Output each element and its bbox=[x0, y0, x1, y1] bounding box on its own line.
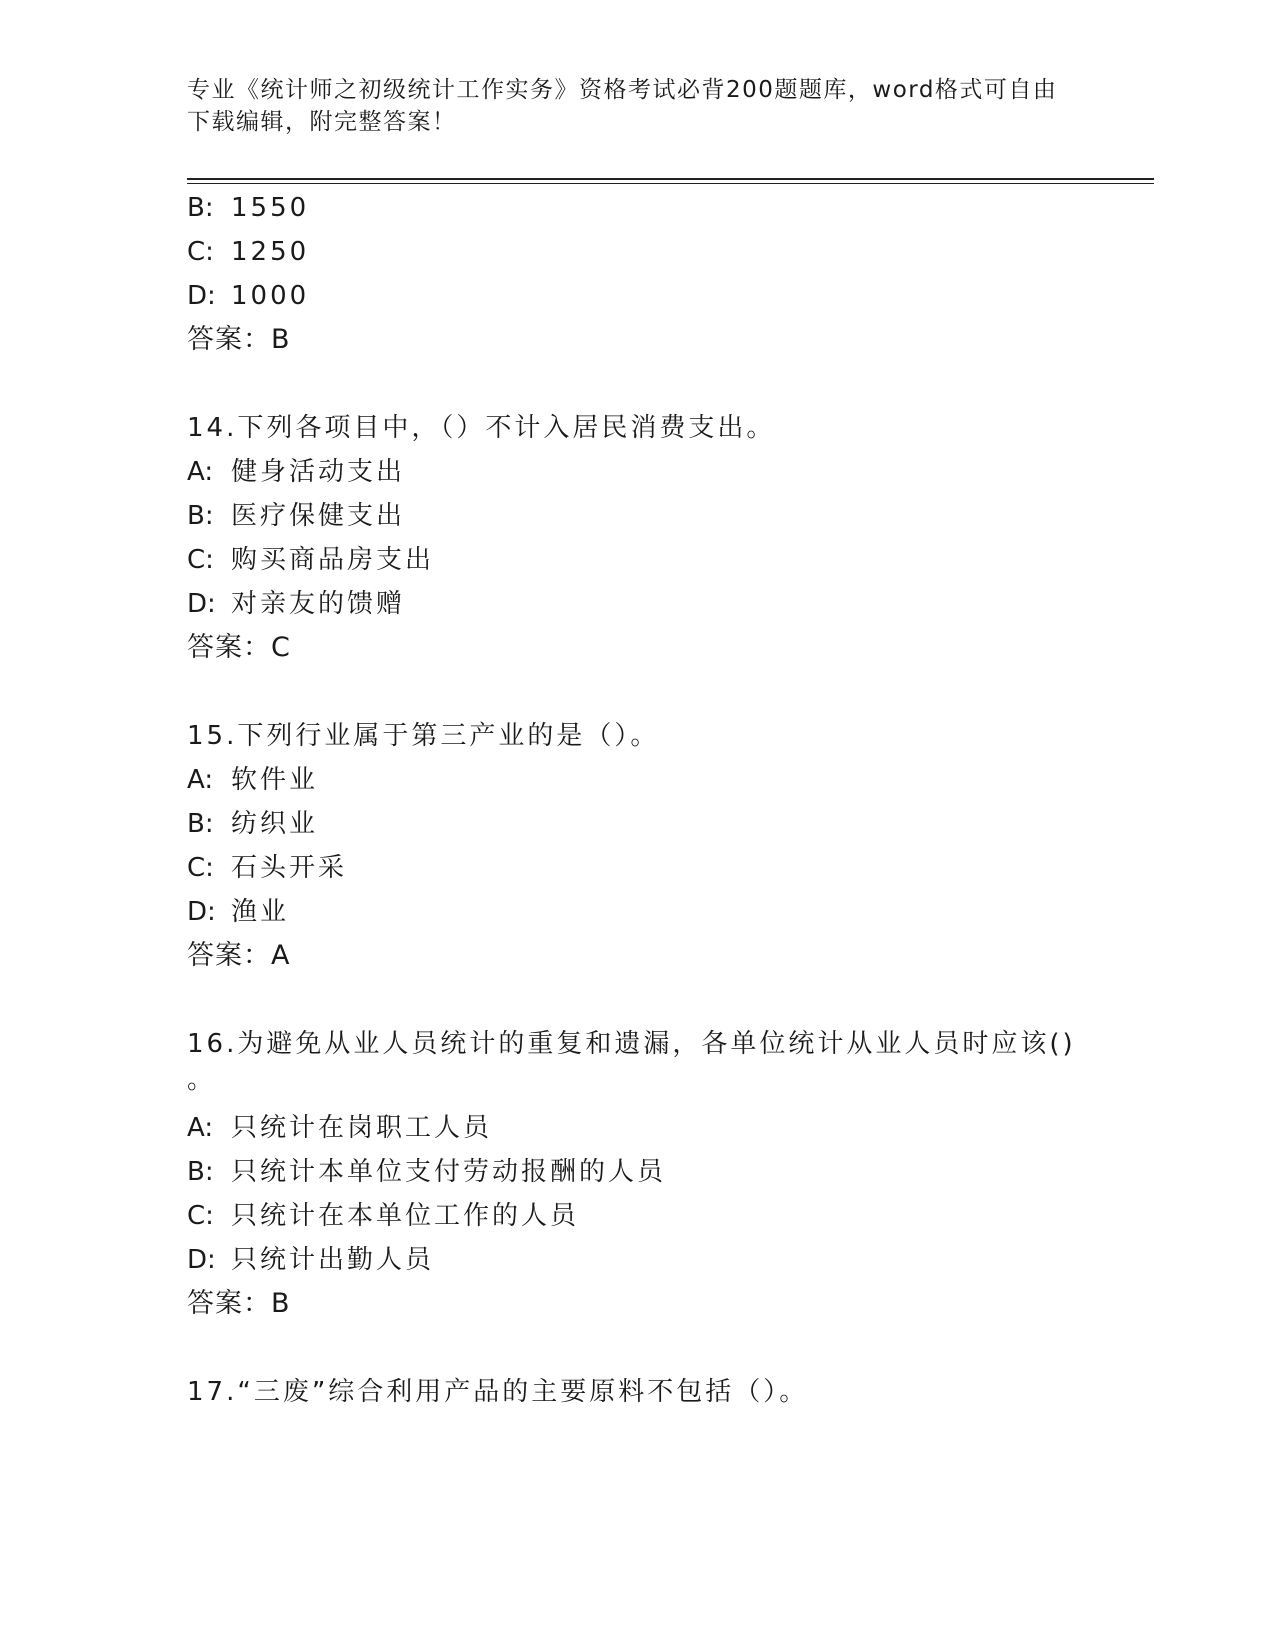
q16-question-cont: 。 bbox=[187, 1065, 217, 1095]
option-text: 石头开采 bbox=[231, 853, 348, 883]
q15-option-a bbox=[187, 760, 318, 800]
option-text: 1250 bbox=[231, 237, 310, 267]
q13-option-d bbox=[187, 276, 309, 316]
option-label: D: bbox=[187, 281, 216, 311]
option-text: 1550 bbox=[231, 193, 310, 223]
header-line-2: 下载编辑，附完整答案！ bbox=[187, 109, 457, 135]
option-label: C: bbox=[187, 545, 214, 575]
header-rule-thin bbox=[187, 183, 1154, 184]
q14-option-d bbox=[187, 584, 405, 624]
option-label: C: bbox=[187, 853, 214, 883]
option-label: A: bbox=[187, 765, 214, 795]
q17-question: 17.“三废”综合利用产品的主要原料不包括（）。 bbox=[187, 1377, 809, 1407]
header-line-1: 专业《统计师之初级统计工作实务》资格考试必背200题题库，word格式可自由 bbox=[187, 77, 1058, 103]
q14-option-c bbox=[187, 540, 434, 580]
q16-option-b bbox=[187, 1152, 666, 1192]
q15-option-d bbox=[187, 892, 289, 932]
q14-question: 14.下列各项目中，（）不计入居民消费支出。 bbox=[187, 413, 776, 443]
q13-answer: 答案：B bbox=[187, 324, 291, 355]
option-label: D: bbox=[187, 897, 216, 927]
q13-option-c bbox=[187, 232, 309, 272]
option-text: 对亲友的馈赠 bbox=[231, 589, 406, 619]
q14-option-a bbox=[187, 452, 405, 492]
option-text: 纺织业 bbox=[231, 809, 319, 839]
option-text: 软件业 bbox=[231, 765, 319, 795]
header-rule-thick bbox=[187, 178, 1154, 180]
option-label: C: bbox=[187, 1201, 214, 1231]
q14-answer: 答案：C bbox=[187, 632, 291, 663]
option-label: B: bbox=[187, 501, 214, 531]
q16-answer: 答案：B bbox=[187, 1288, 291, 1319]
option-text: 1000 bbox=[231, 281, 310, 311]
option-text: 医疗保健支出 bbox=[231, 501, 406, 531]
option-label: B: bbox=[187, 1157, 214, 1187]
option-label: D: bbox=[187, 589, 216, 619]
q14-option-b bbox=[187, 496, 405, 536]
option-text: 只统计出勤人员 bbox=[231, 1245, 435, 1275]
option-label: C: bbox=[187, 237, 214, 267]
option-label: B: bbox=[187, 193, 214, 223]
q15-answer: 答案：A bbox=[187, 940, 291, 971]
option-text: 只统计本单位支付劳动报酬的人员 bbox=[231, 1157, 667, 1187]
option-label: B: bbox=[187, 809, 214, 839]
q15-question: 15.下列行业属于第三产业的是（）。 bbox=[187, 721, 660, 751]
option-text: 只统计在岗职工人员 bbox=[231, 1113, 493, 1143]
option-text: 购买商品房支出 bbox=[231, 545, 435, 575]
option-text: 只统计在本单位工作的人员 bbox=[231, 1201, 580, 1231]
q13-option-b bbox=[187, 188, 309, 228]
document-header bbox=[187, 74, 1067, 138]
option-text: 渔业 bbox=[231, 897, 290, 927]
q16-option-d bbox=[187, 1240, 434, 1280]
option-label: A: bbox=[187, 457, 214, 487]
q16-option-a bbox=[187, 1108, 492, 1148]
q15-option-b bbox=[187, 804, 318, 844]
q15-option-c bbox=[187, 848, 347, 888]
q16-question: 16.为避免从业人员统计的重复和遗漏，各单位统计从业人员时应该() bbox=[187, 1029, 1076, 1059]
option-text: 健身活动支出 bbox=[231, 457, 406, 487]
q16-option-c bbox=[187, 1196, 579, 1236]
option-label: D: bbox=[187, 1245, 216, 1275]
option-label: A: bbox=[187, 1113, 214, 1143]
